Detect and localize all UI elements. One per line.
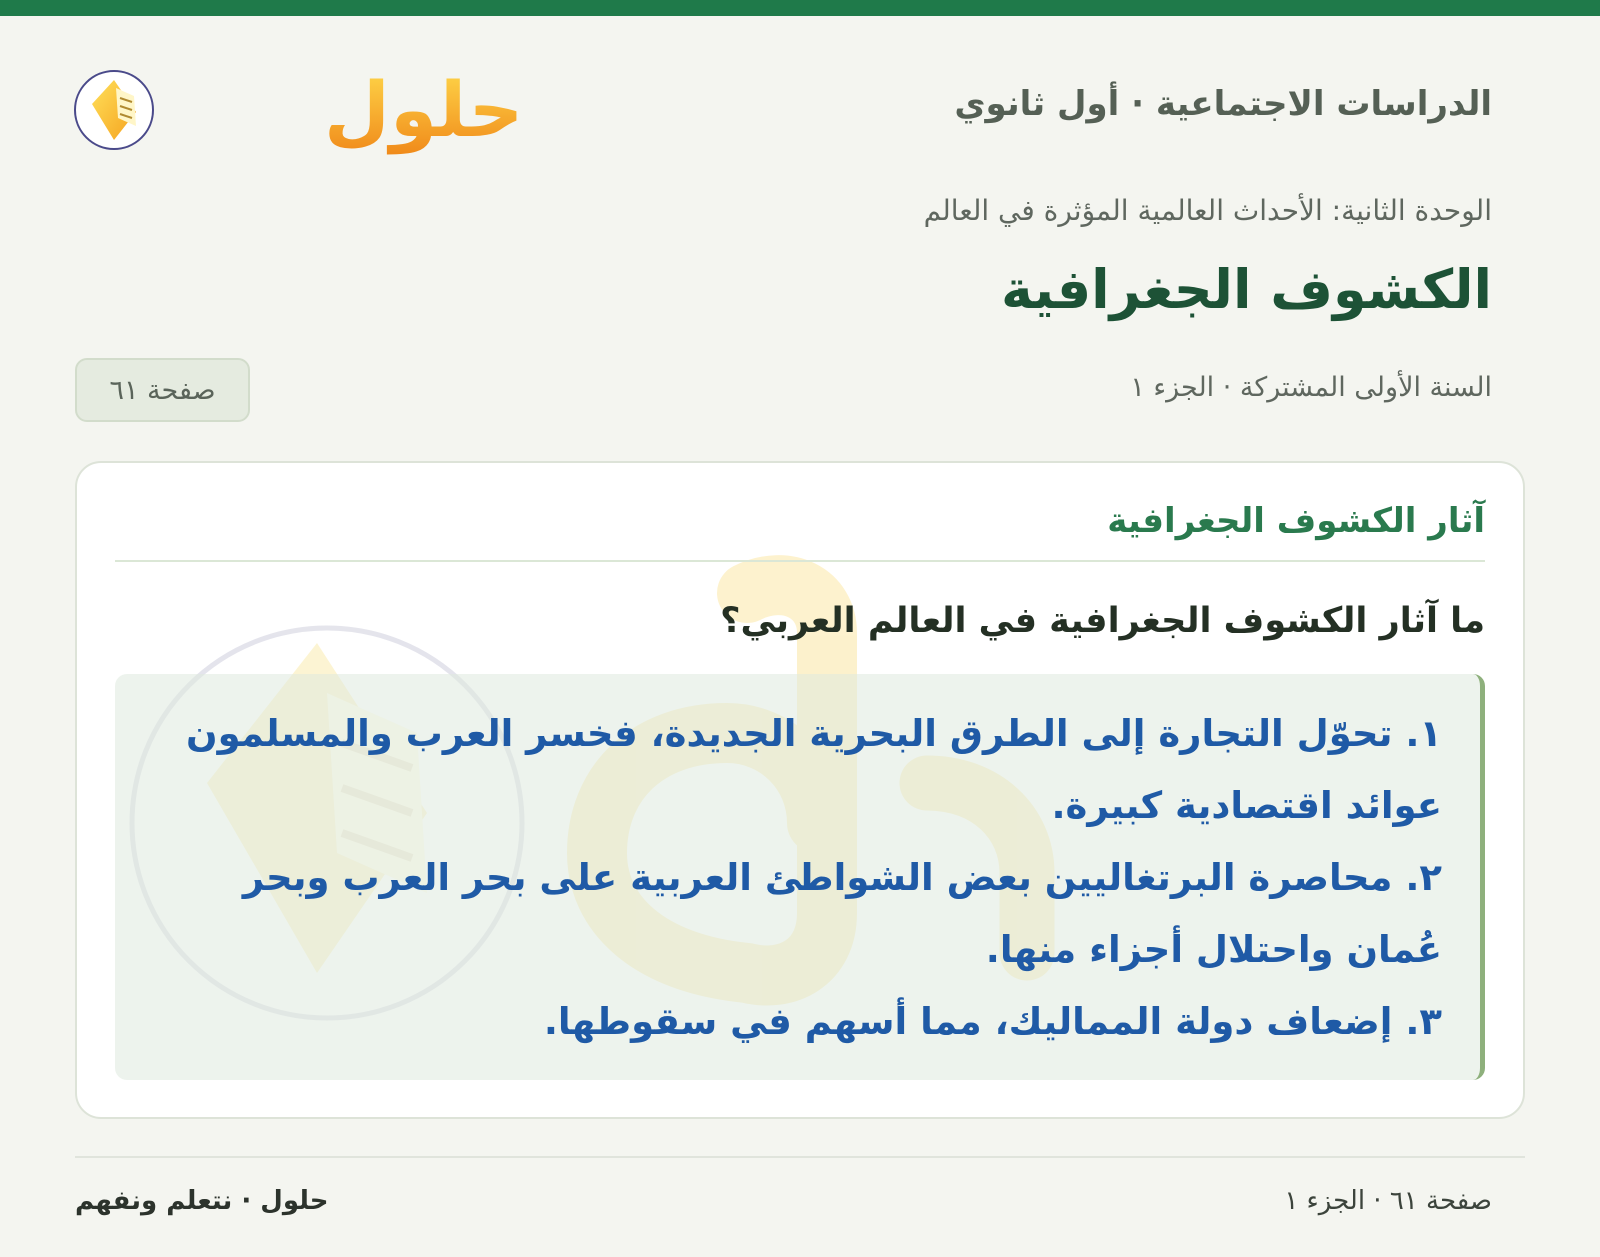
lesson-meta: السنة الأولى المشتركة · الجزء ١ (1130, 372, 1492, 403)
answer-item: ٣. إضعاف دولة المماليك، مما أسهم في سقوطها. (543, 1000, 1442, 1043)
answer-box (115, 674, 1485, 1080)
footer-divider (75, 1156, 1525, 1158)
lesson-title: الكشوف الجغرافية (1001, 258, 1492, 321)
unit-label: الوحدة الثانية: الأحداث العالمية المؤثرة في العالم (923, 194, 1492, 227)
footer-brand: حلول · نتعلم ونفهم (75, 1186, 329, 1216)
footer-page-info: صفحة ٦١ · الجزء ١ (1284, 1186, 1492, 1216)
page-badge: صفحة ٦١ (75, 358, 250, 422)
answer-item: ١. تحوّل التجارة إلى الطرق البحرية الجديدة، فخسر العرب والمسلمون عوائد اقتصادية كبيرة. (186, 712, 1442, 827)
answer-item: ٢. محاصرة البرتغاليين بعض الشواطئ العربية على بحر العرب وبحر عُمان واحتلال أجزاء منها. (242, 856, 1442, 971)
section-divider (115, 560, 1485, 562)
subject-header: الدراسات الاجتماعية · أول ثانوي (954, 84, 1492, 124)
top-accent-bar (0, 0, 1600, 16)
question-text: ما آثار الكشوف الجغرافية في العالم العربي؟ (720, 601, 1485, 641)
section-title: آثار الكشوف الجغرافية (1107, 501, 1485, 541)
logo-wordmark: حلول (324, 65, 524, 154)
answer-card (75, 461, 1525, 1119)
hulul-logo[interactable] (74, 52, 524, 156)
